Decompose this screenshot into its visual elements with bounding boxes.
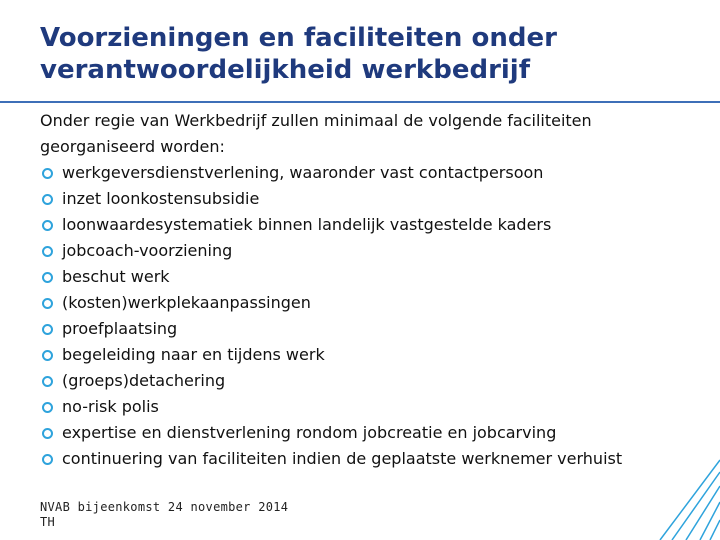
circle-bullet-icon bbox=[42, 376, 53, 387]
circle-bullet-icon bbox=[42, 220, 53, 231]
slide-title-line-1: Voorzieningen en faciliteiten onder bbox=[40, 23, 557, 53]
list-item bbox=[40, 212, 710, 238]
list-item-text: werkgeversdienstverlening, waaronder vast contactpersoon bbox=[62, 163, 544, 182]
circle-bullet-icon bbox=[42, 168, 53, 179]
list-item bbox=[40, 264, 710, 290]
list-item-text: proefplaatsing bbox=[62, 319, 178, 338]
list-item bbox=[40, 446, 710, 472]
corner-decoration bbox=[630, 450, 720, 540]
circle-bullet-icon bbox=[42, 454, 53, 465]
circle-bullet-icon bbox=[42, 272, 53, 283]
list-item bbox=[40, 186, 710, 212]
list-item-text: no-risk polis bbox=[62, 397, 159, 416]
circle-bullet-icon bbox=[42, 350, 53, 361]
list-item-text: continuering van faciliteiten indien de geplaatste werknemer verhuist bbox=[62, 449, 623, 468]
list-item-text: (groeps)detachering bbox=[62, 371, 226, 390]
circle-bullet-icon bbox=[42, 246, 53, 257]
list-item bbox=[40, 238, 710, 264]
intro-line-2: georganiseerd worden: bbox=[40, 137, 225, 156]
title-divider bbox=[0, 101, 720, 103]
list-item-text: (kosten)werkplekaanpassingen bbox=[62, 293, 311, 312]
list-item bbox=[40, 342, 710, 368]
slide-title-line-2: verantwoordelijkheid werkbedrijf bbox=[40, 55, 531, 85]
circle-bullet-icon bbox=[42, 402, 53, 413]
list-item bbox=[40, 290, 710, 316]
list-item-text: loonwaardesystematiek binnen landelijk vastgestelde kaders bbox=[62, 215, 552, 234]
slide-title bbox=[40, 22, 680, 86]
circle-bullet-icon bbox=[42, 194, 53, 205]
intro-text bbox=[40, 108, 710, 160]
list-item-text: beschut werk bbox=[62, 267, 170, 286]
slide-footer bbox=[40, 500, 288, 530]
list-item-text: begeleiding naar en tijdens werk bbox=[62, 345, 325, 364]
list-item-text: jobcoach-voorziening bbox=[62, 241, 233, 260]
list-item-text: expertise en dienstverlening rondom jobcreatie en jobcarving bbox=[62, 423, 557, 442]
list-item bbox=[40, 420, 710, 446]
circle-bullet-icon bbox=[42, 324, 53, 335]
circle-bullet-icon bbox=[42, 298, 53, 309]
circle-bullet-icon bbox=[42, 428, 53, 439]
footer-line-1: NVAB bijeenkomst 24 november 2014 bbox=[40, 500, 289, 514]
list-item-text: inzet loonkostensubsidie bbox=[62, 189, 260, 208]
facility-list bbox=[40, 160, 710, 472]
list-item bbox=[40, 394, 710, 420]
intro-line-1: Onder regie van Werkbedrijf zullen minimaal de volgende faciliteiten bbox=[40, 111, 592, 130]
footer-line-2: TH bbox=[40, 515, 56, 529]
list-item bbox=[40, 368, 710, 394]
list-item bbox=[40, 316, 710, 342]
slide-body bbox=[40, 108, 710, 472]
list-item bbox=[40, 160, 710, 186]
